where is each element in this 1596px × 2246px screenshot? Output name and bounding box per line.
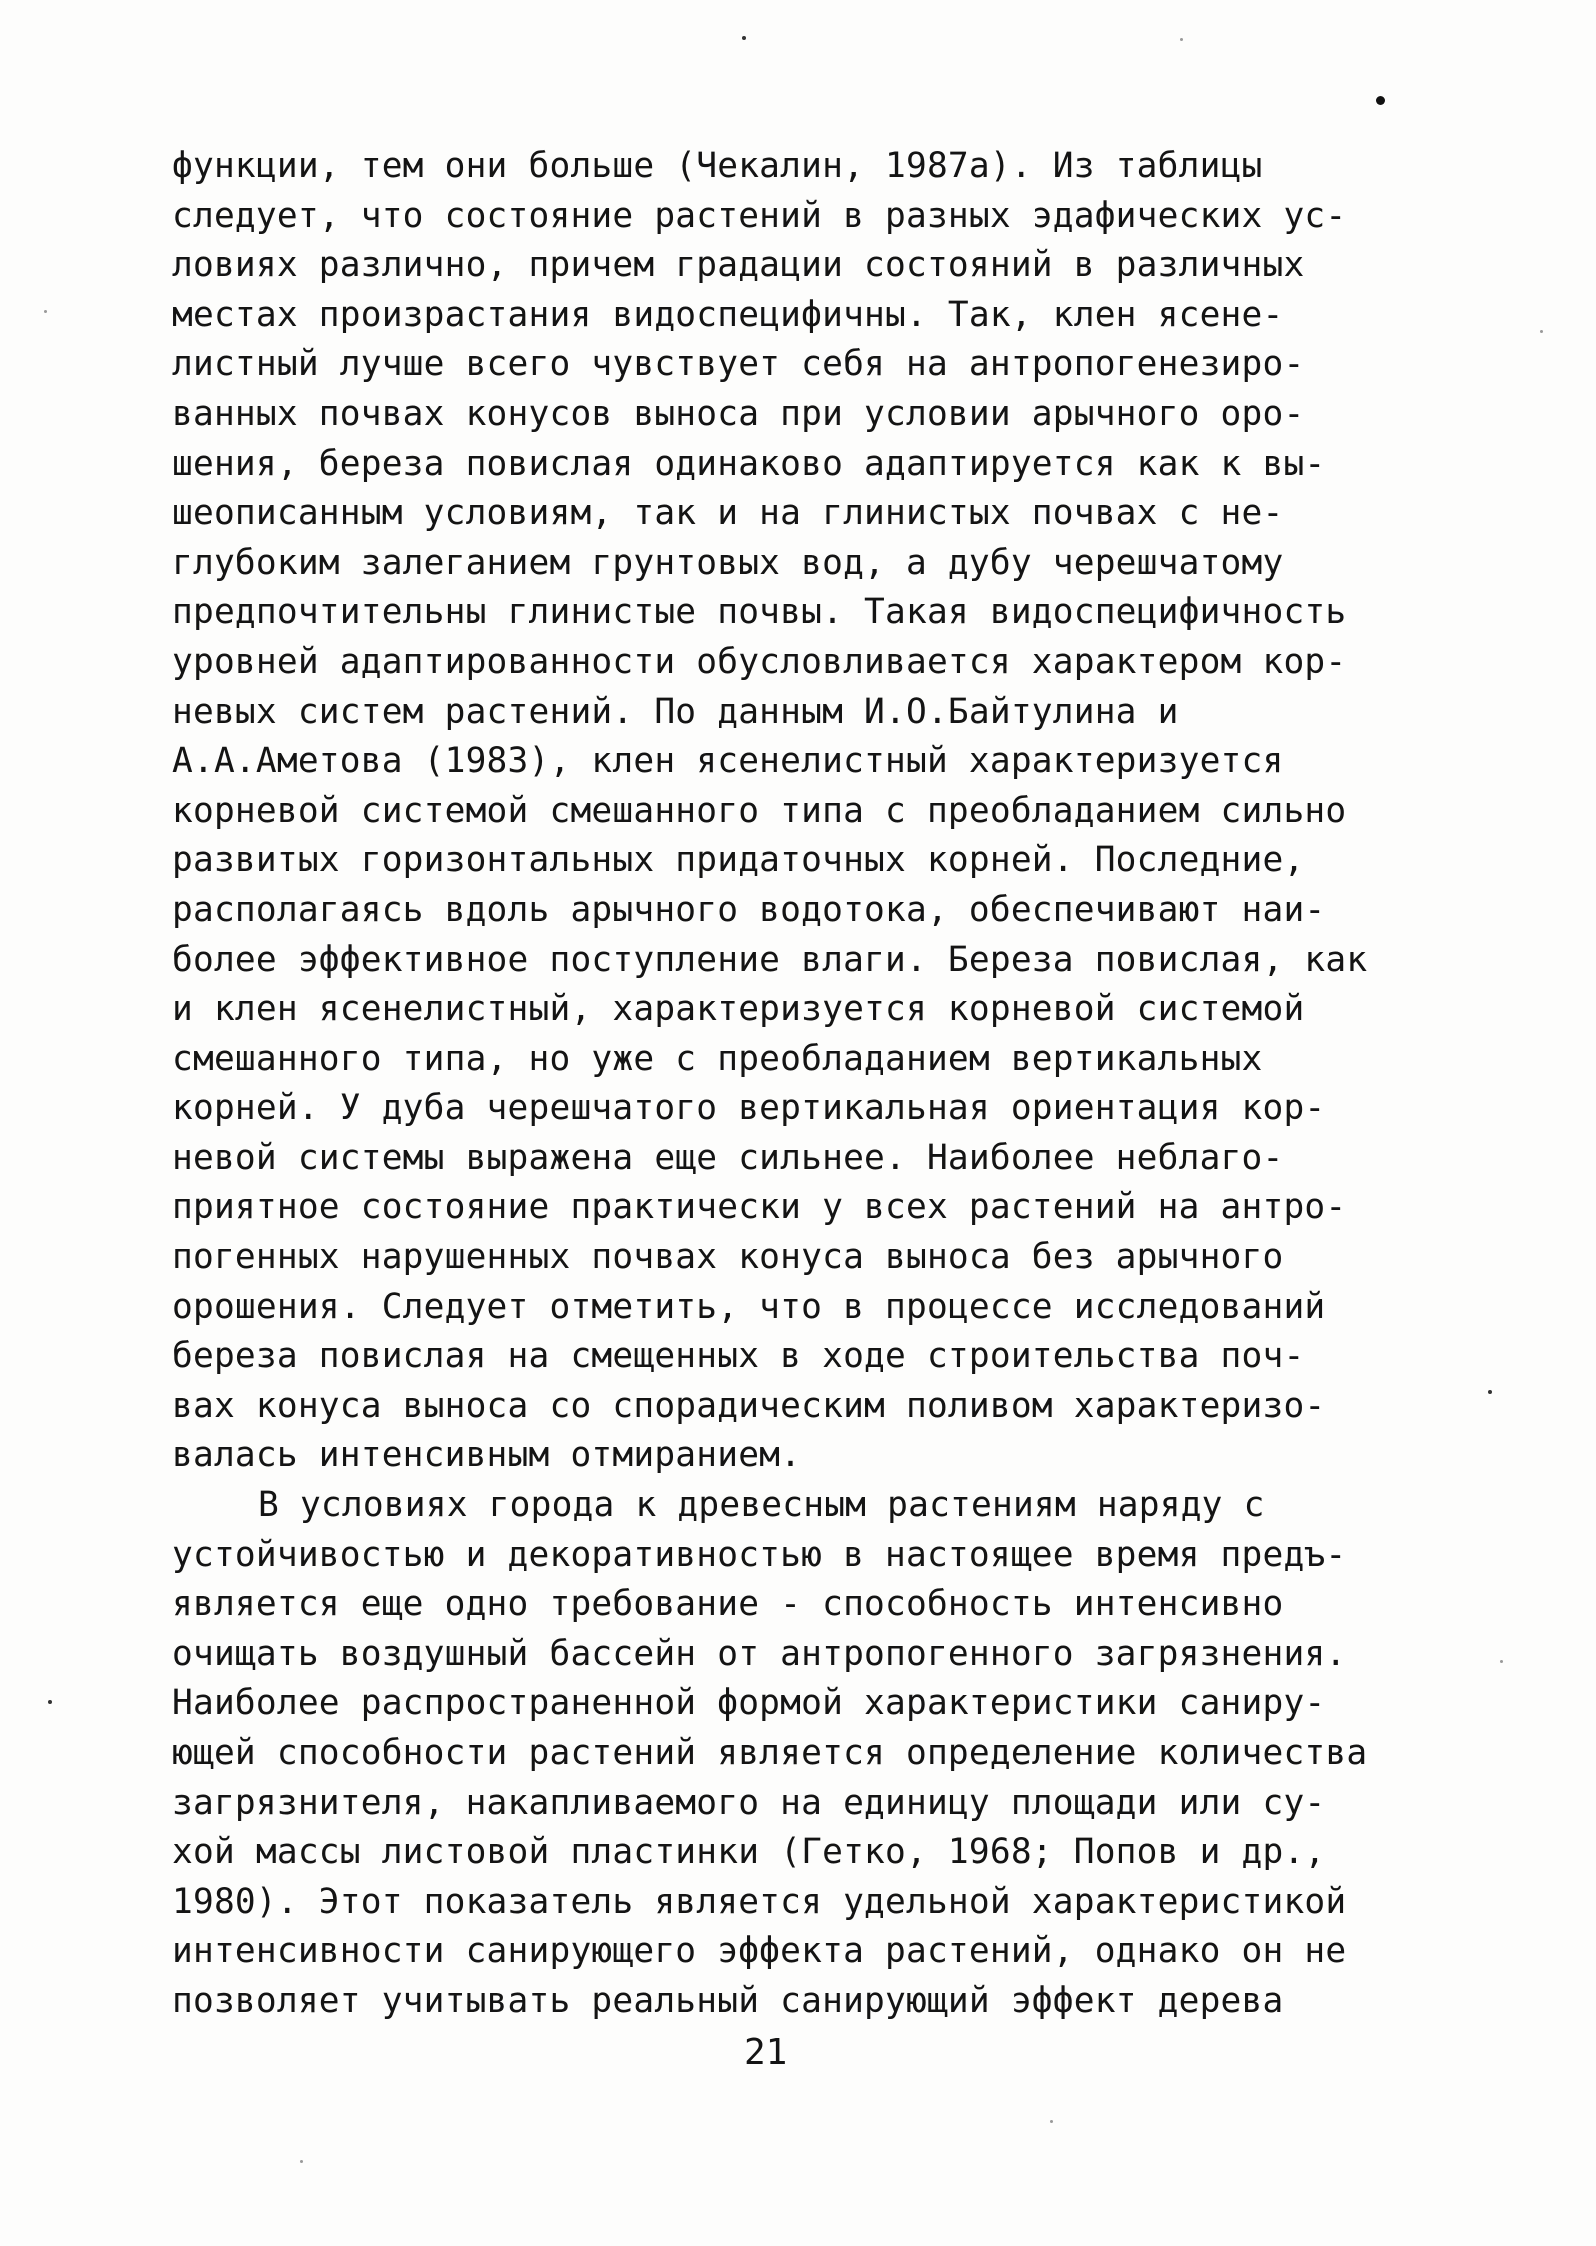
text-line: ющей способности растений является определение количества — [172, 1733, 1368, 1773]
text-line: шеописанным условиям, так и на глинистых почвах с не- — [172, 493, 1284, 534]
text-line: невой системы выражена еще сильнее. Наиболее неблаго- — [172, 1137, 1284, 1178]
text-line: интенсивности санирующего эффекта растений, однако он не — [172, 1931, 1347, 1972]
text-line: и клен ясенелистный, характеризуется корневой системой — [172, 989, 1305, 1030]
text-line: Наиболее распространенной формой характеристики саниру- — [172, 1683, 1326, 1724]
text-line: корневой системой смешанного типа с преобладанием сильно — [172, 790, 1347, 831]
text-line: является еще одно требование - способность интенсивно — [172, 1584, 1284, 1625]
text-line: хой массы листовой пластинки (Гетко, 1968; Попов и др., — [172, 1832, 1326, 1873]
text-line: функции, тем они больше (Чекалин, 1987а). Из таблицы — [172, 146, 1263, 186]
scan-speck — [1488, 1390, 1492, 1394]
text-line: орошения. Следует отметить, что в процессе исследований — [172, 1286, 1326, 1327]
text-line: позволяет учитывать реальный санирующий эффект дерева — [172, 1980, 1284, 2021]
paragraph-1 — [172, 142, 1482, 1481]
scan-speck — [300, 2160, 303, 2163]
scan-speck — [1540, 330, 1543, 333]
text-line: очищать воздушный бассейн от антропогенного загрязнения. — [172, 1633, 1347, 1674]
text-line: устойчивостью и декоративностью в настоящее время предъ- — [172, 1534, 1347, 1575]
scan-speck — [742, 36, 746, 40]
text-line: располагаясь вдоль арычного водотока, обеспечивают наи- — [172, 889, 1326, 930]
text-line: шения, береза повислая одинаково адаптируется как к вы- — [172, 443, 1326, 484]
page-number: 21 — [744, 2032, 788, 2073]
text-line: более эффективное поступление влаги. Береза повислая, как — [172, 939, 1368, 980]
text-line: погенных нарушенных почвах конуса выноса без арычного — [172, 1237, 1284, 1278]
text-line: невых систем растений. По данным И.О.Байтулина и — [172, 691, 1179, 732]
text-line: В условиях города к древесным растениям наряду с — [258, 1485, 1265, 1526]
scan-speck — [48, 1700, 52, 1704]
scan-speck — [1376, 96, 1385, 105]
text-line: А.А.Аметова (1983), клен ясенелистный характеризуется — [172, 741, 1284, 782]
text-line: развитых горизонтальных придаточных корней. Последние, — [172, 840, 1305, 881]
text-line: листный лучше всего чувствует себя на антропогенезиро- — [172, 344, 1305, 385]
text-line: ванных почвах конусов выноса при условии арычного оро- — [172, 393, 1305, 434]
text-line: загрязнителя, накапливаемого на единицу площади или су- — [172, 1782, 1326, 1823]
text-line: вах конуса выноса со спорадическим поливом характеризо- — [172, 1385, 1326, 1426]
scan-speck — [44, 310, 47, 313]
text-line: береза повислая на смещенных в ходе строительства поч- — [172, 1336, 1305, 1377]
text-line: предпочтительны глинистые почвы. Такая видоспецифичность — [172, 592, 1347, 633]
text-line: ловиях различно, причем градации состояний в различных — [172, 245, 1305, 286]
text-line: корней. У дуба черешчатого вертикальная ориентация кор- — [172, 1088, 1326, 1129]
body-text — [172, 142, 1482, 2027]
scan-speck — [1500, 1660, 1503, 1663]
text-line: валась интенсивным отмиранием. — [172, 1435, 802, 1476]
scan-speck — [1050, 2120, 1053, 2123]
text-line: уровней адаптированности обусловливается характером кор- — [172, 641, 1347, 682]
text-line: 1980). Этот показатель является удельной характеристикой — [172, 1881, 1347, 1922]
text-line: смешанного типа, но уже с преобладанием вертикальных — [172, 1038, 1263, 1079]
text-line: глубоким залеганием грунтовых вод, а дубу черешчатому — [172, 542, 1284, 583]
scan-speck — [1180, 38, 1183, 41]
text-line: приятное состояние практически у всех растений на антро- — [172, 1187, 1347, 1228]
text-line: местах произрастания видоспецифичны. Так, клен ясене- — [172, 294, 1284, 335]
paragraph-2 — [172, 1481, 1482, 2027]
text-line: следует, что состояние растений в разных эдафических ус- — [172, 195, 1347, 236]
